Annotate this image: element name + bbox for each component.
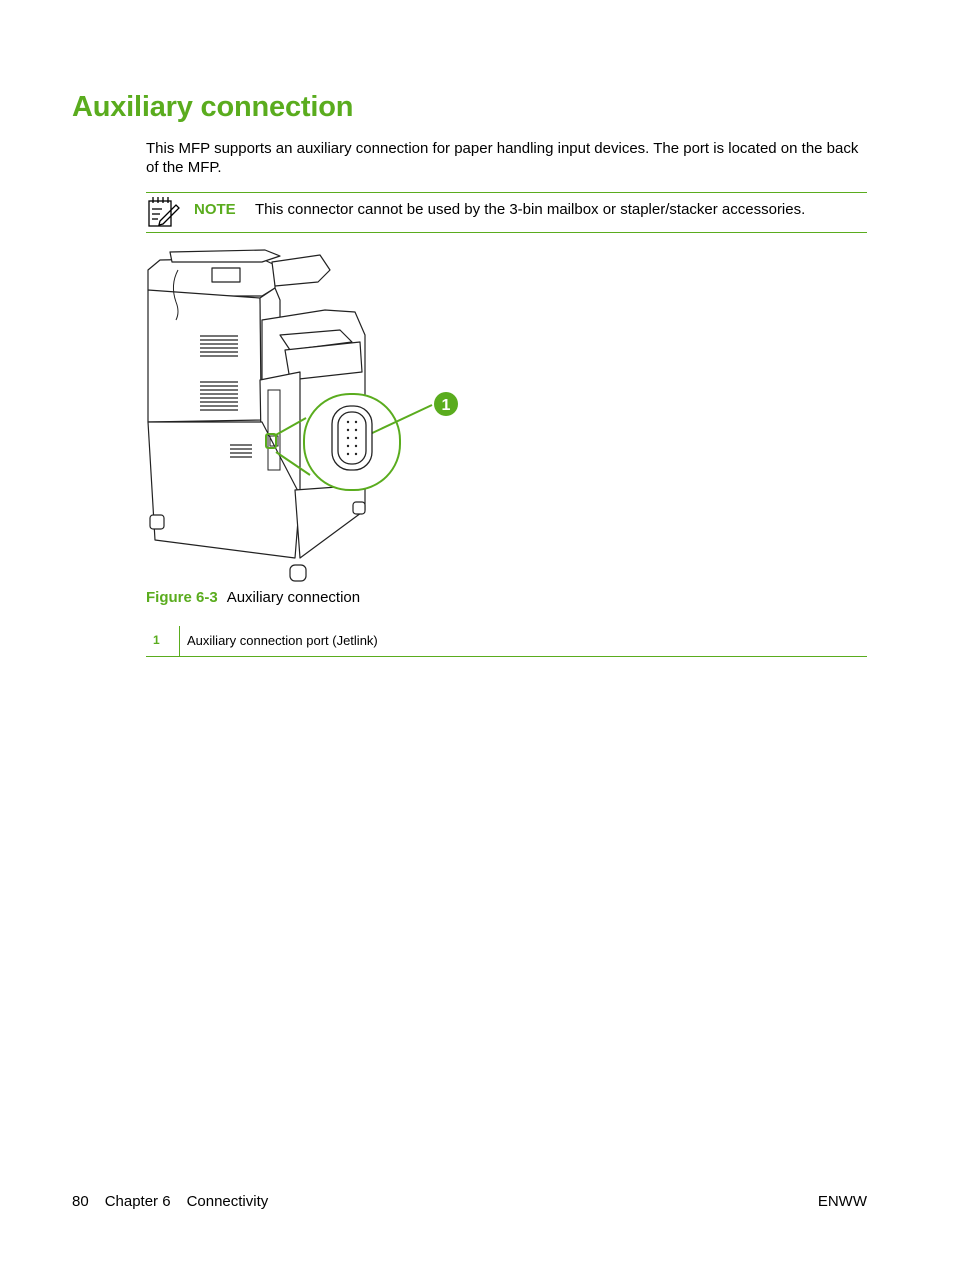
figure-label: Figure 6-3 (146, 589, 218, 606)
mfp-rear-illustration (140, 240, 480, 590)
legend-description: Auxiliary connection port (Jetlink) (187, 633, 378, 648)
footer-chapter: Chapter 6 (104, 1193, 171, 1210)
figure-caption-text: Auxiliary connection (226, 589, 361, 606)
footer-left (72, 1193, 284, 1210)
note-label: NOTE (194, 201, 236, 218)
figure-caption (146, 589, 360, 606)
legend-table (146, 626, 867, 657)
note-text: This connector cannot be used by the 3-bin mailbox or stapler/stacker accessories. (255, 201, 806, 218)
callout-number: 1 (441, 397, 451, 414)
intro-paragraph: This MFP supports an auxiliary connection for paper handling input devices. The port is located on the back of the MFP. (146, 140, 859, 176)
note-pencil-icon (146, 195, 180, 229)
note-box (146, 192, 867, 233)
legend-number: 1 (146, 626, 180, 656)
page-title: Auxiliary connection (72, 91, 354, 123)
page-number: 80 (72, 1193, 89, 1210)
footer-right: ENWW (817, 1193, 867, 1210)
footer-chapter-title: Connectivity (186, 1193, 269, 1210)
